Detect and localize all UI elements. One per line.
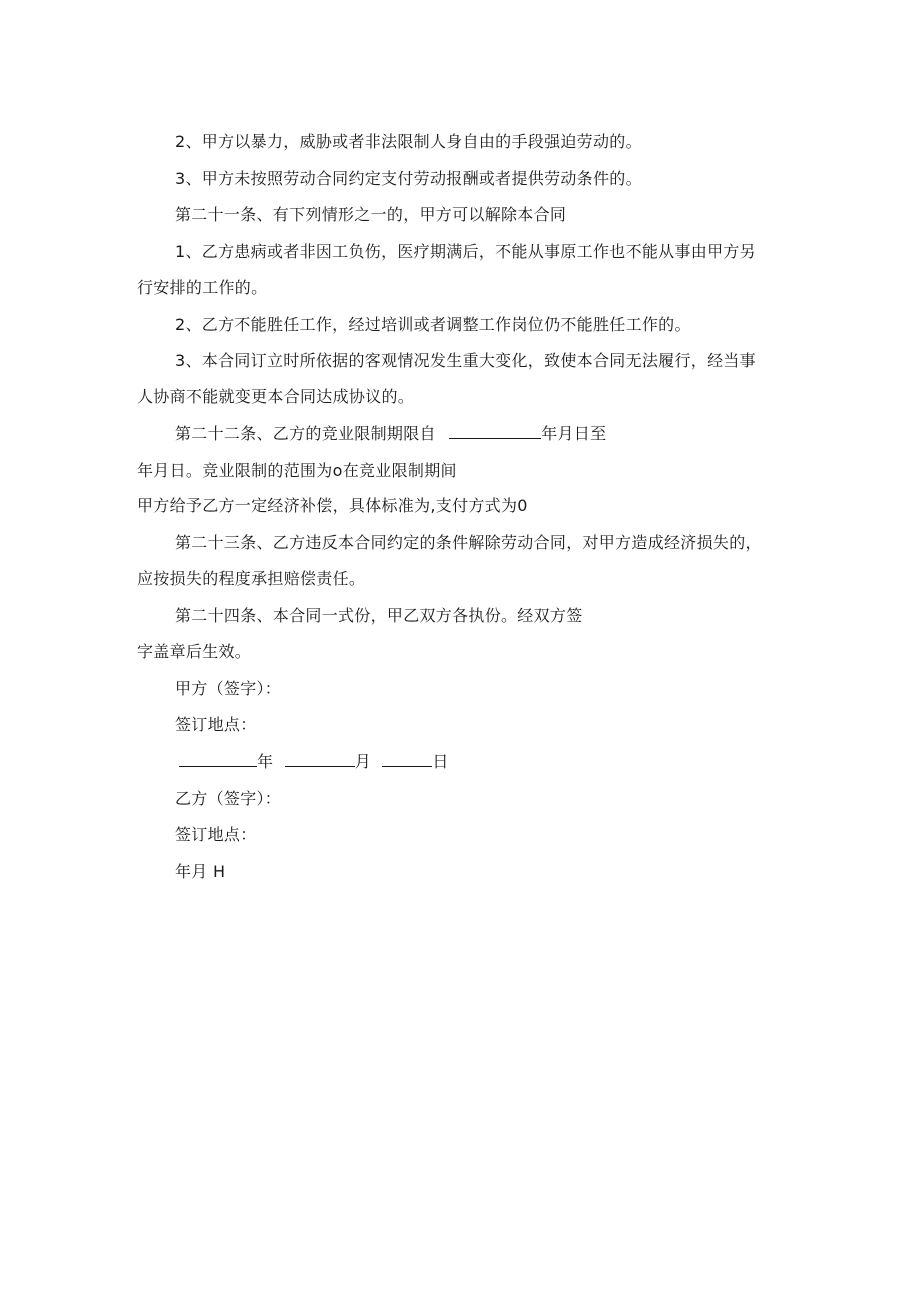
month-label: 月 — [354, 752, 372, 771]
month-blank — [285, 751, 355, 767]
clause-24-line-1: 第二十四条、本合同一式份，甲乙双方各执份。经双方签 — [175, 606, 583, 625]
clause-20-item-2: 2、甲方以暴力，威胁或者非法限制人身自由的手段强迫劳动的。 — [175, 132, 642, 151]
party-b-location: 签订地点： — [175, 825, 257, 844]
clause-22-prefix: 第二十二条、乙方的竞业限制期限自 — [175, 424, 436, 443]
day-blank — [382, 751, 432, 767]
party-a-signature: 甲方（签字）： — [175, 679, 282, 698]
party-a-location: 签订地点： — [175, 715, 257, 734]
year-blank — [179, 751, 257, 767]
party-b-date: 年月 H — [175, 862, 226, 881]
day-label: 日 — [432, 752, 449, 771]
clause-22-line-2: 年月日。竞业限制的范围为o在竞业限制期间 — [137, 461, 457, 480]
clause-20-item-3: 3、甲方未按照劳动合同约定支付劳动报酬或者提供劳动条件的。 — [175, 169, 642, 188]
clause-23-line-1: 第二十三条、乙方违反本合同约定的条件解除劳动合同，对甲方造成经济损失的， — [175, 533, 762, 552]
clause-22-line-3: 甲方给予乙方一定经济补偿，具体标准为,支付方式为0 — [137, 496, 528, 515]
clause-23-line-2: 应按损失的程度承担赔偿责任。 — [137, 569, 366, 588]
clause-21-item-2: 2、乙方不能胜任工作，经过培训或者调整工作岗位仍不能胜任工作的。 — [175, 315, 691, 334]
clause-21-item-3-line-2: 人协商不能就变更本合同达成协议的。 — [137, 387, 415, 406]
clause-21-item-1-line-1: 1、乙方患病或者非因工负伤，医疗期满后，不能从事原工作也不能从事由甲方另 — [175, 242, 756, 261]
clause-22-suffix: 年月日至 — [541, 424, 607, 443]
clause-21-item-1-line-2: 行安排的工作的。 — [137, 278, 268, 297]
clause-21-heading: 第二十一条、有下列情形之一的，甲方可以解除本合同 — [175, 205, 567, 224]
clause-24-line-2: 字盖章后生效。 — [137, 642, 252, 661]
year-label: 年 — [257, 752, 274, 771]
blank-field — [449, 423, 541, 439]
party-b-signature: 乙方（签字）： — [175, 789, 282, 808]
clause-22-line-1 — [175, 423, 606, 445]
clause-21-item-3-line-1: 3、本合同订立时所依据的客观情况发生重大变化，致使本合同无法履行，经当事 — [175, 351, 756, 370]
date-line — [179, 751, 449, 773]
